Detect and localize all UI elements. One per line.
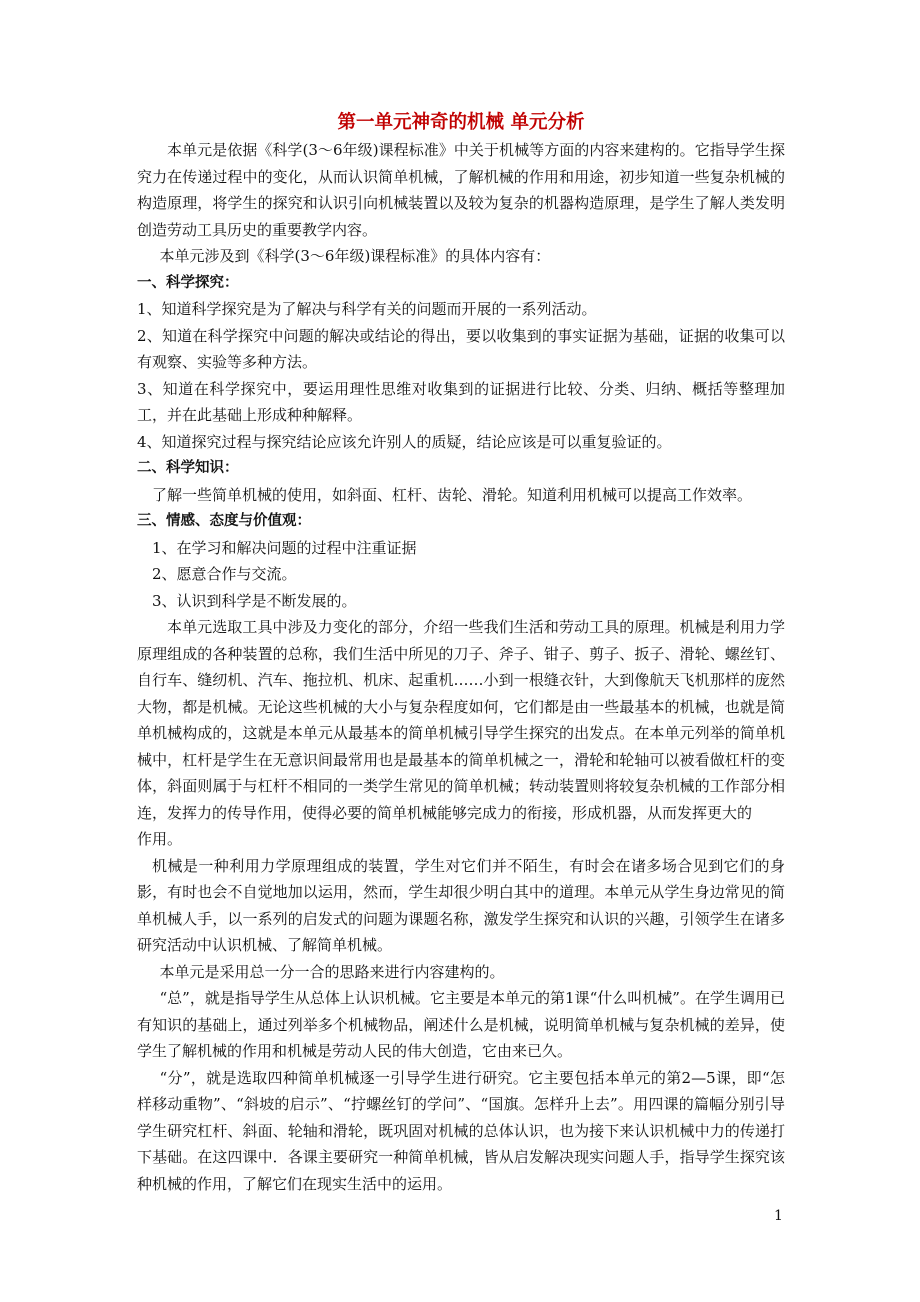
intro-paragraph: 本单元是依据《科学(3～6年级)课程标准》中关于机械等方面的内容来建构的。它指导学生探究力在传递过程中的变化，从而认识简单机械，了解机械的作用和用途，初步知道一些复杂机械的构造原理，将学生的探究和认识引向机械装置以及较为复杂的机器构造原理，是学生了解人类发明创造劳动工具历史的重要教学内容。 <box>137 141 785 239</box>
familiar-paragraph: 机械是一种利用力学原理组成的装置，学生对它们并不陌生，有时会在诸多场合见到它们的身影，有时也会不自觉地加以运用，然而，学生却很少明白其中的道理。本单元从学生身边常见的简单机械人手，以一系列的启发式的问题为课题名称，激发学生探究和认识的兴趣，引领学生在诸多研究活动中认识机械、了解简单机械。 <box>137 856 785 954</box>
inquiry-item: 3、知道在科学探究中，要运用理性思维对收集到的证据进行比较、分类、归纳、概括等整理加工，并在此基础上形成种种解释。 <box>137 379 785 424</box>
standards-intro: 本单元涉及到《科学(3～6年级)课程标准》的具体内容有： <box>159 247 551 265</box>
values-item: 3、认识到科学是不断发展的。 <box>152 591 357 610</box>
section-heading-knowledge: 二、科学知识： <box>137 460 239 476</box>
section-heading-inquiry: 一、科学探究： <box>137 274 239 291</box>
inquiry-item: 1、知道科学探究是为了解决与科学有关的问题而开展的一系列活动。 <box>137 300 597 318</box>
inquiry-item: 4、知道探究过程与探究结论应该允许别人的质疑，结论应该是可以重复验证的。 <box>137 432 672 451</box>
inquiry-item: 2、知道在科学探究中问题的解决或结论的得出，要以收集到的事实证据为基础，证据的收集可以有观察、实验等多种方法。 <box>137 326 785 371</box>
page-number: 1 <box>774 1208 783 1224</box>
total-paragraph: “总”，就是指导学生从总体上认识机械。它主要是本单元的第1课“什么叫机械”。在学生调用已有知识的基础上，通过列举多个机械物品，阐述什么是机械，说明简单机械与复杂机械的差异，使学生了解机械的作用和机械是劳动人民的伟大创造，它由来已久。 <box>137 989 785 1060</box>
section-heading-values: 三、情感、态度与价值观： <box>137 513 311 529</box>
machines-paragraph-tail: 作用。 <box>137 830 183 848</box>
knowledge-paragraph: 了解一些简单机械的使用，如斜面、杠杆、齿轮、滑轮。知道利用机械可以提高工作效率。 <box>152 485 753 504</box>
part-paragraph: “分”，就是选取四种简单机械逐一引导学生进行研究。它主要包括本单元的第2—5课，即“怎样移动重物”、“斜坡的启示”、“拧螺丝钉的学问”、“国旗。怎样升上去”。用四课的篇幅分别引导学生研究杠杆、斜面、轮轴和滑轮，既巩固对机械的总体认识，也为接下来认识机械中力的传递打下基础。在这四课中．各课主要研究一种简单机械，皆从启发解决现实问题人手，指导学生探究该种机械的作用，了解它们在现实生活中的运用。 <box>137 1068 785 1193</box>
machines-paragraph: 本单元选取工具中涉及力变化的部分，介绍一些我们生活和劳动工具的原理。机械是利用力学原理组成的各种装置的总称，我们生活中所见的刀子、斧子、钳子、剪子、扳子、滑轮、螺丝钉、自行车、缝纫机、汽车、拖拉机、机床、起重机……小到一根缝衣针，大到像航天飞机那样的庞然大物，都是机械。无论这些机械的大小与复杂程度如何，它们都是由一些最基本的机械，也就是简单机械构成的，这就是本单元从最基本的简单机械引导学生探究的出发点。在本单元列举的简单机械中，杠杆是学生在无意识间最常用也是最基本的简单机械之一，滑轮和轮轴可以被看做杠杆的变体，斜面则属于与杠杆不相同的一类学生常见的简单机械；转动装置则将较复杂机械的工作部分相连，发挥力的传导作用，使得必要的简单机械能够完成力的衔接，形成机器，从而发挥更大的 <box>137 618 785 822</box>
values-item: 1、在学习和解决问题的过程中注重证据 <box>152 538 417 557</box>
document-body <box>137 110 785 1197</box>
values-item: 2、愿意合作与交流。 <box>152 565 297 583</box>
document-title: 第一单元神奇的机械 单元分析 <box>337 112 585 133</box>
structure-paragraph: 本单元是采用总一分一合的思路来进行内容建构的。 <box>159 962 505 981</box>
